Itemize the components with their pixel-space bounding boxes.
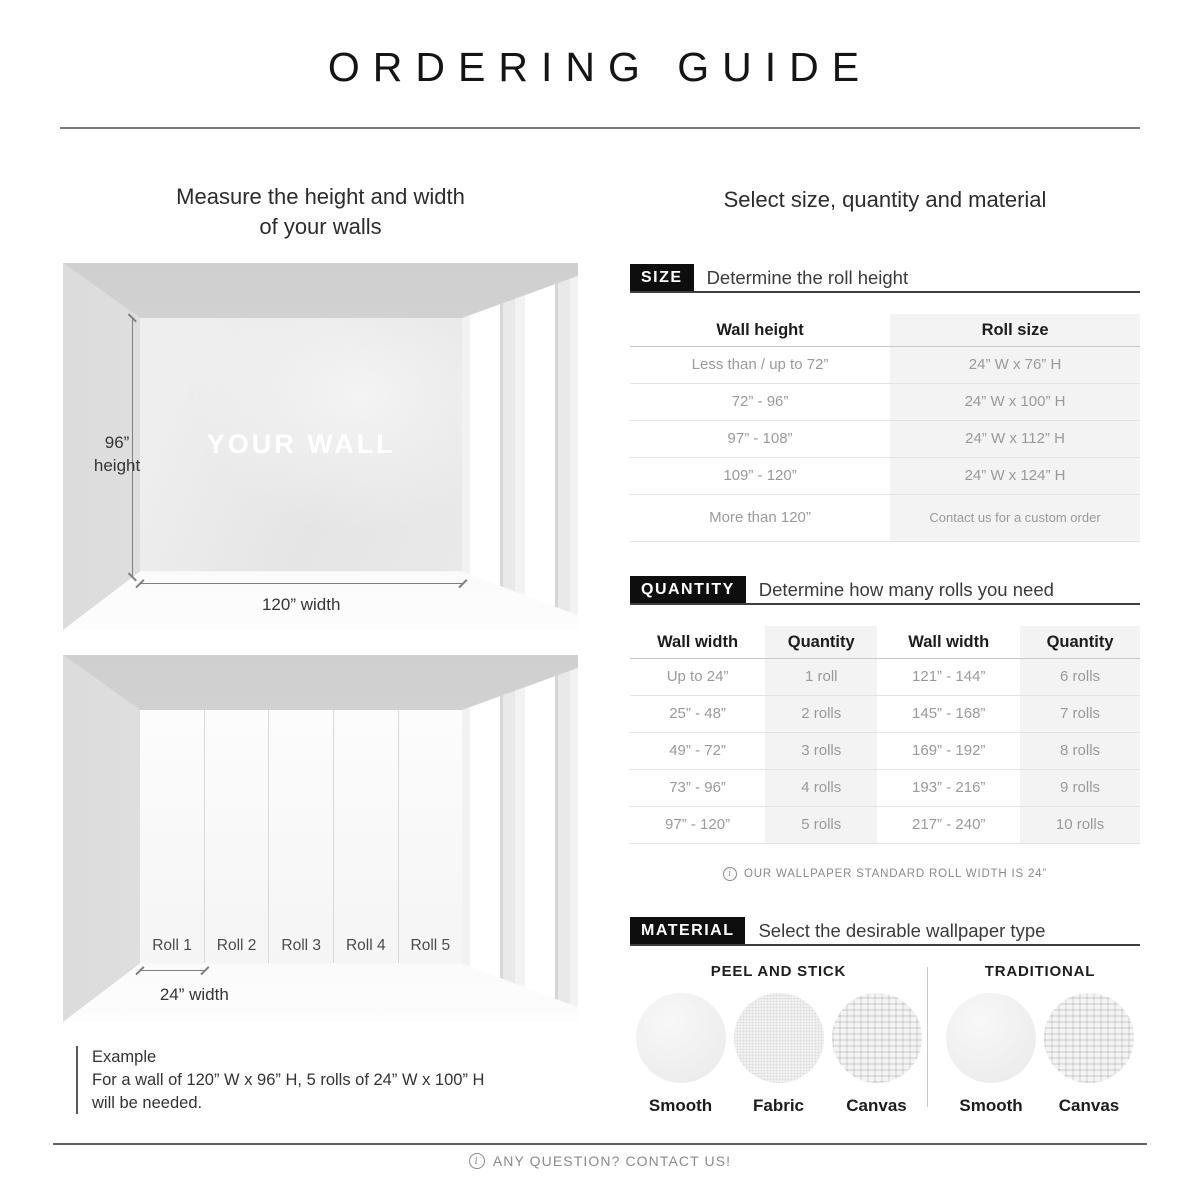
quantity-col-wall-width: Wall width: [908, 632, 990, 651]
size-badge: SIZE: [630, 264, 694, 291]
quantity-table: [630, 626, 1140, 844]
height-value: 96”: [104, 432, 130, 452]
size-table-row: More than 120” Contact us for a custom order: [630, 495, 1140, 542]
swatch-canvas: Canvas: [832, 993, 922, 1116]
quantity-section-header: [630, 576, 1140, 605]
size-section-title: Determine the roll height: [706, 266, 909, 288]
height-label: [68, 432, 166, 478]
quantity-badge: QUANTITY: [630, 576, 746, 603]
size-table-row: 72” - 96” 24” W x 100” H: [630, 384, 1140, 421]
material-group-divider: [927, 967, 928, 1107]
quantity-table-row: 25” - 48” 2 rolls 145” - 168” 7 rolls: [630, 696, 1140, 733]
swatch-smooth: Smooth: [636, 993, 726, 1116]
quantity-table-row: Up to 24” 1 roll 121” - 144” 6 rolls: [630, 659, 1140, 696]
size-table: [630, 314, 1140, 542]
smooth-texture-swatch: [946, 993, 1036, 1083]
swatch-fabric: Fabric: [734, 993, 824, 1116]
size-col-roll-size: Roll size: [890, 314, 1140, 346]
roll-panel: [205, 710, 270, 963]
size-table-row: Less than / up to 72” 24” W x 76” H: [630, 347, 1140, 384]
roll-width-note: [630, 867, 1140, 881]
info-icon: i: [469, 1153, 485, 1169]
your-wall-label: YOUR WALL: [206, 429, 396, 460]
roll-width-dimension-line: [140, 970, 204, 971]
size-section-header: [630, 264, 1140, 293]
quantity-table-row: 97” - 120” 5 rolls 217” - 240” 10 rolls: [630, 807, 1140, 844]
quantity-col-quantity: Quantity: [1020, 626, 1140, 658]
material-group-peel-and-stick: [630, 963, 927, 1116]
swatch-canvas: Canvas: [1044, 993, 1134, 1116]
footer-divider: [53, 1143, 1147, 1145]
size-section: [630, 264, 1140, 542]
quantity-table-row: 73” - 96” 4 rolls 193” - 216” 9 rolls: [630, 770, 1140, 807]
room-back-wall: [140, 318, 462, 571]
material-groups: [630, 963, 1140, 1116]
info-icon: i: [723, 867, 737, 881]
fabric-texture-swatch: [734, 993, 824, 1083]
roll-label: Roll 2: [216, 937, 257, 955]
left-column-heading: [63, 182, 578, 241]
room-back-wall-panelled: [140, 710, 462, 963]
swatch-smooth: Smooth: [946, 993, 1036, 1116]
example-line2: will be needed.: [92, 1093, 203, 1112]
footer-contact-note: [0, 1153, 1200, 1169]
material-group-traditional: [940, 963, 1140, 1116]
roll-label: Roll 3: [281, 937, 322, 955]
roll-label: Roll 5: [410, 937, 451, 955]
left-heading-line2: of your walls: [259, 213, 382, 239]
canvas-texture-swatch: [832, 993, 922, 1083]
roll-panel: [334, 710, 399, 963]
roll-panel: [399, 710, 463, 963]
roll-width-label: 24” width: [159, 985, 229, 1005]
roll-label: Roll 1: [152, 937, 192, 955]
right-column-heading: Select size, quantity and material: [723, 187, 1047, 212]
roll-panel: [140, 710, 205, 963]
size-table-row: 109” - 120” 24” W x 124” H: [630, 458, 1140, 495]
material-section-title: Select the desirable wallpaper type: [758, 919, 1046, 941]
roll-label: Roll 4: [345, 937, 386, 955]
title-divider: [60, 127, 1140, 129]
room-illustration-rolls: [63, 655, 578, 1022]
height-word: height: [93, 455, 141, 475]
width-dimension-line: [140, 583, 462, 584]
material-badge: MATERIAL: [630, 917, 745, 944]
quantity-section: [630, 576, 1140, 881]
group-label: TRADITIONAL: [984, 963, 1096, 980]
smooth-texture-swatch: [636, 993, 726, 1083]
roll-width-note-text: OUR WALLPAPER STANDARD ROLL WIDTH IS 24”: [744, 868, 1047, 880]
quantity-col-quantity: Quantity: [765, 626, 877, 658]
room-illustration-measure: [63, 263, 578, 630]
example-title: Example: [92, 1048, 157, 1066]
material-section-header: [630, 917, 1140, 946]
width-label: 120” width: [261, 595, 341, 615]
quantity-table-header-row: [630, 626, 1140, 659]
left-heading-line1: Measure the height and width: [176, 184, 465, 209]
material-section: [630, 917, 1140, 1116]
quantity-col-wall-width: Wall width: [657, 632, 739, 651]
footer-contact-text: ANY QUESTION? CONTACT US!: [492, 1153, 732, 1169]
example-line1: For a wall of 120” W x 96” H, 5 rolls of 24” W x 100” H: [92, 1070, 485, 1089]
size-table-header-row: [630, 314, 1140, 347]
size-table-row: 97” - 108” 24” W x 112” H: [630, 421, 1140, 458]
page-title: ORDERING GUIDE: [327, 44, 873, 90]
quantity-section-title: Determine how many rolls you need: [758, 578, 1054, 600]
quantity-table-row: 49” - 72” 3 rolls 169” - 192” 8 rolls: [630, 733, 1140, 770]
size-col-wall-height: Wall height: [716, 320, 804, 339]
group-label: PEEL AND STICK: [710, 963, 847, 980]
canvas-texture-swatch: [1044, 993, 1134, 1083]
roll-panel: [269, 710, 334, 963]
example-note: [76, 1046, 556, 1114]
